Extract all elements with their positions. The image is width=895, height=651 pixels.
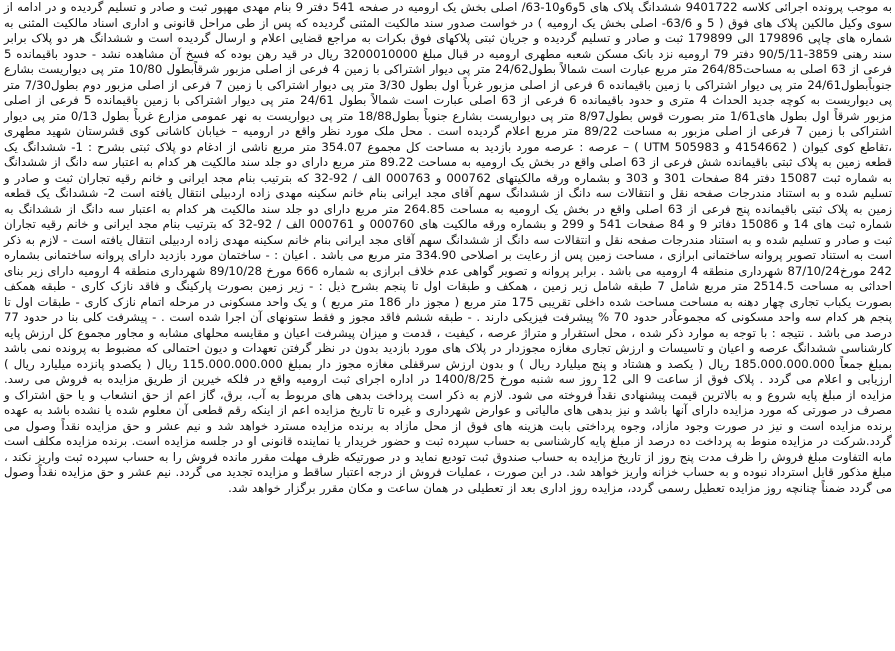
auction-notice-text: به موجب پرونده اجرائی کلاسه 9401722 ششدانگ پلاک های 5و6و10-63/ اصلی بخش یک ارومیه در صفحه 541 دفتر 9 بنام مهدی مهپور ثبت و صادر و تسلیم گردیده و در ادامه از سوی وکیل مالکین پلاک های فوق ( 5 و 63/6- اصلی بخش یک ارومیه ) در خواست صدور سند مالکیت المثنی گردیده که پس از طی مراحل قانونی و اداری اسناد مالکیت المثنی به شماره های چاپی 179896 الی 179899 ثبت و صادر و تسلیم گردیده و جریان ثبتی پلاکهای فوق بکرات به مراجع قضایی اعلام و ارسال گردیده است و ششدانگ هر دو پلاک برابر سند رهنی 3859-90/5/11 دفتر 79 ارومیه نزد بانک مسکن شعبه مطهری ارومیه در قبال مبلغ 3200010000 ریال در قید رهن بوده که فسخ آن مشاهده نشد - حدود باقیمانده 5 فرعی از 63 اصلی به مساحت264/85 متر مربع عبارت است شمالاً بطول24/62 متر پی دیوار اشتراکی با زمین 4 فرعی از اصلی مزبور شرقاًبطول 10/80 متر پی دیواریست بشارع جنوباًبطول24/61 متر پی دیوار اشتراکی با زمین باقیمانده 6 فرعی از اصلی مزبور غرباً اول بطول 3/30 متر پی دیوار اشتراکی با زمین 7 فرعی از اصلی مزبور دوم بطول7/30 متر پی دیواریست به کوچه جدید الحداث 4 متری و حدود باقیمانده 6 فرعی از 63 اصلی عبارت است شمالاً بطول 24/61 متر پی دیوار اشتراکی با زمین باقیمانده 5 فرعی از اصلی مزبور شرقاً اول بطول های1/61 متر بصورت قوس بطول8/97 متر پی دیواریست بشارع جنوباً بطول18/88 متر پی دیواریست به نهر عمومی مزارع غرباً بطول 0/13 متر پی دیوار اشتراکی با زمین 7 فرعی از اصلی مزبور به مساحت 89/22 متر مربع اعلام گردیده است . محل ملک مورد نظر واقع در ارومیه – خیابان کاشانی کوی قشرستان شهید مطهری ،تقاطع کوی کیوان ( 4154662 و UTM 505983 ) – عرصه : عرصه مورد بازدید به مساحت کل مجموع 354.07 متر مربع ناشی از ادغام دو پلاک ثبتی بشرح : 1- ششدانگ یک قطعه زمین به پلاک ثبتی باقیمانده شش فرعی از 63 اصلی واقع در بخش یک ارومیه به مساحت 89.22 متر مربع دارای دو جلد سند مالکیت هر کدام به اعتبار سه دانگ از ششدانگ به شماره ثبت 15087 دفتر 84 صفحات 301 و 303 و بشماره ورقه مالکیتهای 000762 و 000763 الف / 92-32 که بترتیب بنام مجد ایرانی و خانم رقیه تجاران ثبت و صادر و تسلیم شده و به استناد مندرجات صفحه نقل و انتقالات سه دانگ از ششدانگ سهم آقای مجد ایرانی بنام خانم سکینه مهدی زاده اردبیلی انتقال یافته است 2- ششدانگ یک قطعه زمین به پلاک ثبتی باقیمانده پنج فرعی از 63 اصلی واقع در بخش یک ارومیه به مساحت 264.85 متر مربع دارای دو جلد سند مالکیت هر کدام به اعتبار سه دانگ از ششدانگ به شماره ثبت های 14 و 15086 دفاتر 9 و 84 صفحات 541 و 299 و بشماره ورقه مالکیت های 000760 و 000761 الف / 92-32 که بترتیب بنام مجد ایرانی و خانم رقیه تجاران ثبت و صادر و تسلیم شده و به استناد مندرجات صفحه نقل و انتقالات سه دانگ از ششدانگ سهم آقای مجد ایرانی بنام خانم سکینه مهدی زاده اردبیلی انتقال یافته است - لازم به ذکر است به استناد تصویر پروانه ساختمانی ابرازی ، مساحت زمین پس از رعایت بر اصلاحی 334.90 متر مربع می باشد . اعیان : - ساختمان مورد بازدید دارای پروانه ساختمانی بشماره 242 مورخ87/10/24 شهرداری منطقه 4 ارومیه می باشد . برابر پروانه و تصویر گواهی عدم خلاف ابرازی به شماره 666 مورخ 89/10/28 شهرداری منطقه 4 ارومیه دارای زیر بنای احداثی به مساحت 2514.5 متر مربع شامل 7 طبقه شامل زیر زمین ، همکف و طبقات اول تا پنجم بشرح ذیل : - زیر زمین بصورت پارکینگ و فاقد نازک کاری - طبقه همکف بصورت یکباب تجاری چهار دهنه به مساحت مساحت شده داخلی تقریبی 175 متر مربع ( مجوز دار 186 متر مربع ) و یک واحد مسکونی در مرحله اتمام نازک کاری - طبقات اول تا پنجم هر کدام سه واحد مسکونی که مجموعاًدر حدود 70 % پیشرفت فیزیکی دارند . - طبقه ششم فاقد مجوز و فقط ستونهای آن اجرا شده است . - پیشرفت کلی بنا در حدود 77 درصد می باشد . نتیجه : با توجه به موارد ذکر شده ، محل استقرار و متراژ عرصه ، کیفیت ، قدمت و میزان پیشرفت اعیان و مقایسه محلهای مشابه و مجاور مجموع کل ارزش پایه کارشناسی ششدانگ عرصه و اعیان و تاسیسات و ارزش تجاری مغازه مجوزدار در پلاک های مورد بازدید بدون در نظر گرفتن تعهدات و دیون احتمالی که مضبوط به پرونده نمی باشد بمبلغ جمعاً 185.000.000.000 ریال ( یکصد و هشتاد و پنج میلیارد ریال ) و بدون ارزش سرقفلی مغازه مجوز دار بمبلغ 115.000.000.000 ریال ( یکصدو پانزده میلیارد ریال ) ارزیابی و اعلام می گردد . پلاک فوق از ساعت 9 الی 12 روز سه شنبه مورخ 1400/8/25 در اداره اجرای ثبت ارومیه واقع در فلکه خیرین از طریق مزایده به فروش می رسد. مزایده از مبلغ پایه شروع و به بالاترین قیمت پیشنهادی نقداً فروخته می شود. لازم به ذکر است پرداخت بدهی های مربوط به آب، برق، گاز اعم از حق انشعاب و یا حق اشتراک و مصرف در صورتی که مورد مزایده دارای آنها باشد و نیز بدهی های مالیاتی و عوارض شهرداری و غیره تا تاریخ مزایده اعم از اینکه رقم قطعی آن معلوم شده یا نشده باشد به عهده برنده مزایده است و نیز در صورت وجود مازاد، وجوه پرداختی بابت هزینه های فوق از محل مازاد به برنده مزایده مسترد خواهد شد و نیم عشر و حق مزایده نقداً وصول می گردد.شرکت در مزایده منوط به پرداخت ده درصد از مبلغ پایه کارشناسی به حساب سپرده ثبت و حضور خریدار یا نماینده قانونی او در جلسه مزایده است. برنده مزایده مکلف است مابه التفاوت مبلغ فروش را ظرف مدت پنج روز از تاریخ مزایده به حساب صندوق ثبت تودیع نماید و در صورتیکه ظرف مهلت مقرر مانده فروش را به حساب سپرده ثبت واریز نکند ، مبلغ مذکور قابل استرداد نبوده و به حساب خزانه واریز خواهد شد. در این صورت ، عملیات فروش از درجه اعتبار ساقط و مزایده تجدید می گردد. نیم عشر و حق مزایده نقداً وصول می گردد ضمناً چنانچه روز مزایده تعطیل رسمی گردد، مزایده روز اداری بعد از تعطیلی در همان ساعت و مکان مقرر برگزار خواهد شد. — [4, 0, 893, 495]
